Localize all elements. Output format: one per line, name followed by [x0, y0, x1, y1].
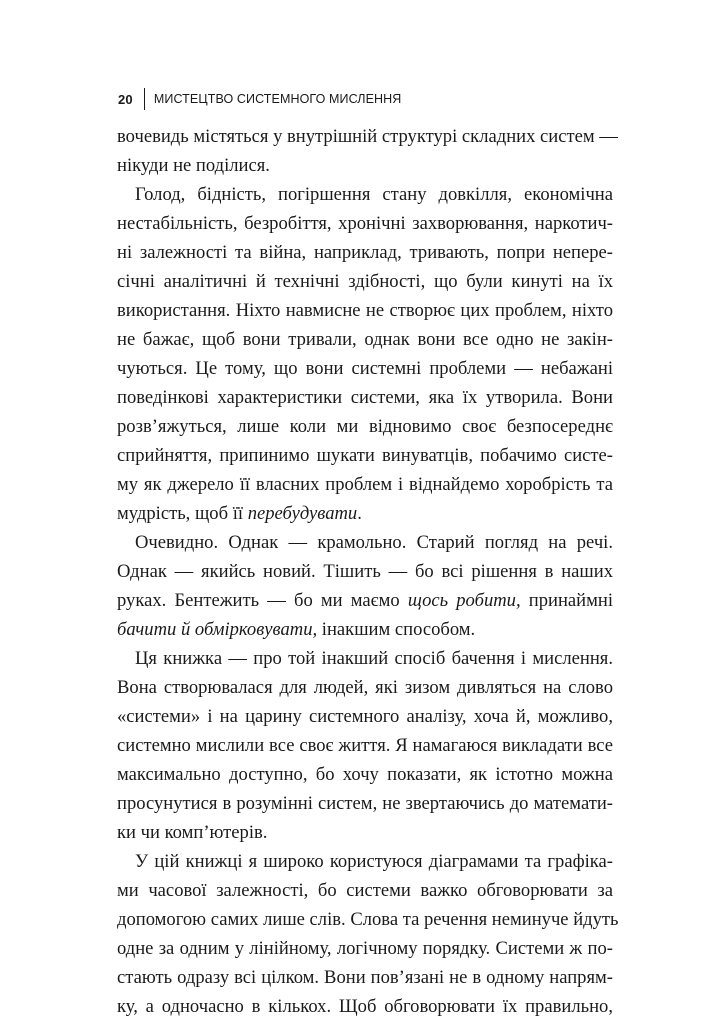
- text-line: січні аналітичні й технічні здібності, що були кинуті на їх: [117, 271, 613, 292]
- text-line: Однак — якийсь новий. Тішить — бо всі рішення в наших: [117, 561, 613, 582]
- text-line: ку, а одночасно в кількох. Щоб обговорювати їх правильно,: [117, 996, 613, 1017]
- text-line: [117, 615, 613, 644]
- text-line: максимально доступно, бо хочу показати, як істотно можна: [117, 764, 613, 785]
- running-head: [118, 88, 401, 110]
- text-line: стають одразу всі цілком. Вони пов’язані не в одному напрям-: [117, 967, 613, 988]
- text-run: інакшим способом.: [317, 619, 476, 640]
- text-line: одне за одним у лінійному, логічному порядку. Системи ж по-: [117, 938, 613, 959]
- text-line: нестабільність, безробіття, хронічні захворювання, наркотич-: [117, 213, 613, 234]
- text-line: У цій книжці я широко користуюся діаграмами та графіка-: [135, 851, 613, 872]
- header-divider: [144, 88, 145, 110]
- body-text: [117, 122, 619, 1021]
- book-title: МИСТЕЦТВО СИСТЕМНОГО МИСЛЕННЯ: [153, 92, 402, 106]
- paragraph: [117, 528, 613, 644]
- text-line: [117, 499, 613, 528]
- text-line: [117, 586, 613, 615]
- text-line: ки чи комп’ютерів.: [117, 822, 268, 843]
- paragraph: [117, 180, 613, 528]
- paragraph: [117, 847, 619, 1021]
- paragraph: [117, 122, 618, 180]
- paragraph: [117, 644, 613, 847]
- text-line: допомогою самих лише слів. Слова та речення неминуче йдуть: [117, 909, 619, 930]
- text-line: «системи» і на царину системного аналізу, хоча й, можливо,: [117, 706, 613, 727]
- text-line: нікуди не поділися.: [117, 155, 270, 176]
- text-line: розв’яжуться, лише коли ми відновимо своє безпосереднє: [117, 416, 613, 437]
- text-run: мудрість, щоб її: [117, 503, 248, 524]
- text-line: системно мислили все своє життя. Я намагаюся викладати все: [117, 735, 613, 756]
- text-run: .: [357, 503, 362, 524]
- text-line: поведінкові характеристики системи, яка їх утворила. Вони: [117, 387, 613, 408]
- text-line: сприйняття, припинимо шукати винуватців, побачимо систе-: [117, 445, 613, 466]
- emphasis-text: бачити й обмірковувати,: [117, 619, 318, 640]
- text-line: ми часової залежності, бо системи важко обговорювати за: [117, 880, 613, 901]
- emphasis-text: щось робити,: [407, 590, 521, 611]
- text-line: не бажає, щоб вони тривали, однак вони все одно не закін-: [117, 329, 613, 350]
- text-line: Очевидно. Однак — крамольно. Старий погляд на речі.: [135, 532, 613, 553]
- emphasis-text: перебудувати: [247, 503, 358, 524]
- text-line: просунутися в розумінні систем, не звертаючись до математи-: [117, 793, 613, 814]
- text-line: Вона створювалася для людей, які зизом дивляться на слово: [117, 677, 613, 698]
- text-line: му як джерело її власних проблем і віднайдемо хоробрість та: [117, 474, 613, 495]
- text-run: руках. Бентежить — бо ми маємо: [117, 590, 408, 611]
- text-run: принаймні: [520, 590, 614, 611]
- text-line: ні залежності та війна, наприклад, тривають, попри непере-: [117, 242, 613, 263]
- text-line: чуються. Це тому, що вони системні проблеми — небажані: [117, 358, 613, 379]
- text-line: використання. Ніхто навмисне не створює цих проблем, ніхто: [117, 300, 613, 321]
- text-line: вочевидь містяться у внутрішній структурі складних систем —: [117, 126, 618, 147]
- text-line: Ця книжка — про той інакший спосіб бачення і мислення.: [135, 648, 613, 669]
- page-number: 20: [118, 91, 133, 107]
- text-line: Голод, бідність, погіршення стану довкілля, економічна: [135, 184, 613, 205]
